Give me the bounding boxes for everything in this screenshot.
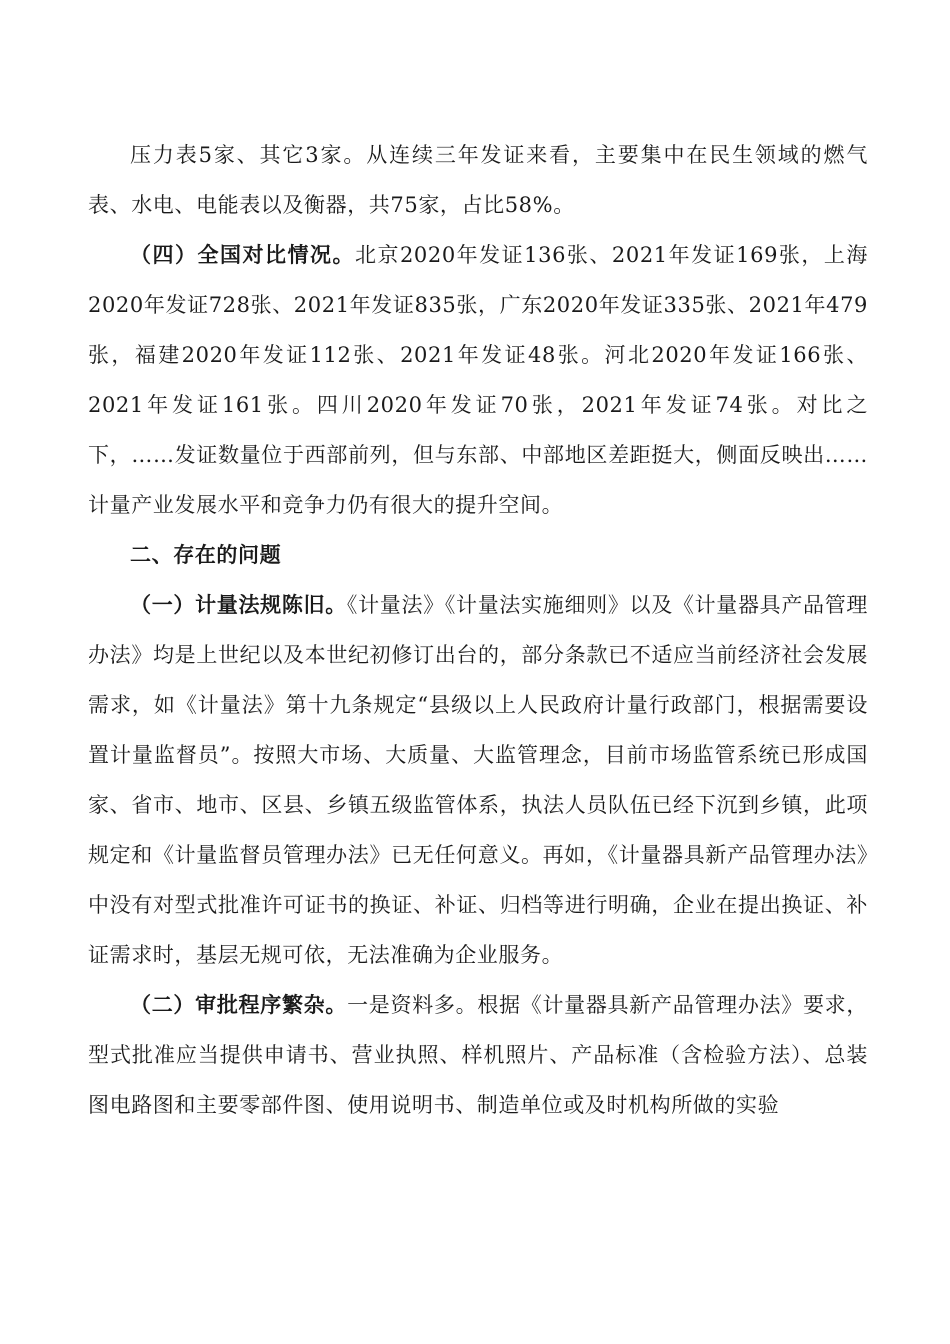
- paragraph-outdated-regulations: [88, 580, 868, 980]
- paragraph-body: 《计量法》《计量法实施细则》以及《计量器具产品管理办法》均是上世纪以及本世纪初修订出台的，部分条款已不适应当前经济社会发展需求，如《计量法》第十九条规定“县级以上人民政府计量行政部门，根据需要设置计量监督员”。按照大市场、大质量、大监管理念，目前市场监管系统已形成国家、省市、地市、区县、乡镇五级监管体系，执法人员队伍已经下沉到乡镇，此项规定和《计量监督员管理办法》已无任何意义。再如，《计量器具新产品管理办法》中没有对型式批准许可证书的换证、补证、归档等进行明确，企业在提出换证、补证需求时，基层无规可依，无法准确为企业服务。: [88, 593, 869, 967]
- paragraph-body: 一是资料多。根据《计量器具新产品管理办法》要求，型式批准应当提供申请书、营业执照、样机照片、产品标准（含检验方法）、总装图电路图和主要零部件图、使用说明书、制造单位或及时机构所做的实验: [88, 993, 868, 1117]
- paragraph-national-comparison: [88, 230, 868, 530]
- section-lead-four: （四）全国对比情况。: [130, 242, 355, 267]
- section-heading-problems: 二、存在的问题: [130, 542, 282, 567]
- section-lead-one: （一）计量法规陈旧。: [130, 592, 347, 617]
- document-page: [88, 130, 868, 1130]
- paragraph-complex-approval: [88, 980, 868, 1130]
- section-lead-two: （二）审批程序繁杂。: [130, 992, 348, 1017]
- paragraph-body: 北京2020年发证136张、2021年发证169张，上海2020年发证728张、2021年发证835张，广东2020年发证335张、2021年479张，福建2020年发证112张、2021年发证48张。河北2020年发证166张、2021年发证161张。四川2020年发证70张，2021年发证74张。对比之下，……发证数量位于西部前列，但与东部、中部地区差距挺大，侧面反映出……计量产业发展水平和竞争力仍有很大的提升空间。: [88, 243, 869, 517]
- paragraph-continuation: 压力表5家、其它3家。从连续三年发证来看，主要集中在民生领域的燃气表、水电、电能表以及衡器，共75家，占比58%。: [88, 143, 868, 217]
